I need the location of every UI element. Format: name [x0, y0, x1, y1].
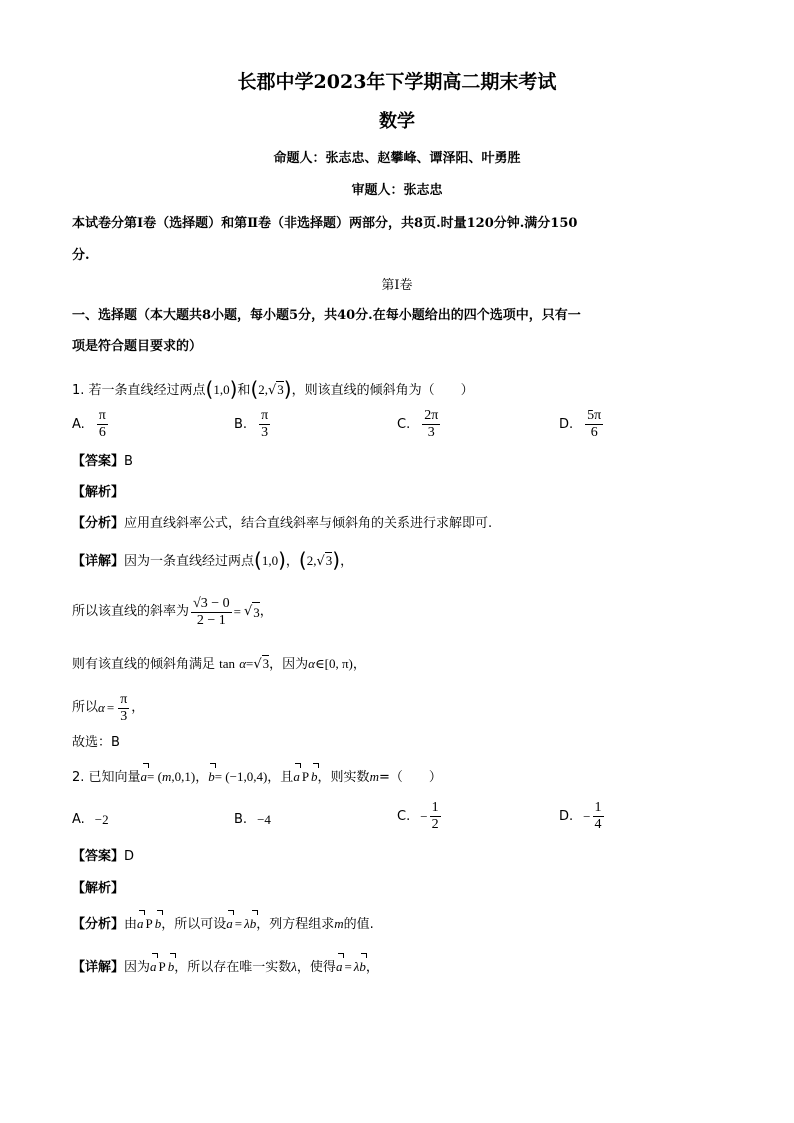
- q2-option-a-letter: A.: [72, 812, 85, 827]
- q1-stem-text-b: ，则该直线的倾斜角为（ ）: [291, 383, 474, 398]
- q1-answer: [72, 452, 133, 472]
- q2-cond-b: b: [311, 767, 318, 787]
- q2-option-b-letter: B.: [234, 812, 248, 827]
- q1-angle-because: ，因为: [269, 657, 309, 672]
- q1-slope-line: 所以该直线的斜率为 $\frac{√3 - 0}{2 - 1}$ = √ 3 ，: [72, 595, 273, 628]
- q2-fenxi-b: ，所以可设: [161, 917, 227, 932]
- q1-so-line: [72, 688, 144, 728]
- q2-fenxi-vec-b: b: [155, 914, 162, 934]
- q1-answer-value: B: [124, 454, 133, 469]
- q1-slope-end: ，: [259, 604, 273, 619]
- q2-option-c-letter: C.: [397, 808, 411, 824]
- q2-detail-c: ，使得: [296, 960, 336, 975]
- q2-fenxi: [72, 914, 374, 935]
- author-line: 命题人：张志忠、赵攀峰、谭泽阳、叶勇胜: [273, 151, 521, 166]
- q2-option-a-value: −2: [94, 812, 109, 827]
- q1-detail-tag: 【详解】: [72, 554, 125, 569]
- q1-angle-alpha: α: [239, 656, 247, 671]
- q2-detail-par: P: [158, 959, 166, 974]
- q2-fenxi-eq: =: [234, 916, 243, 931]
- q1-detail-sep: ，: [285, 554, 299, 569]
- q2-fenxi-vec-a: a: [137, 914, 144, 934]
- q1-angle-range: [0, π): [324, 656, 353, 671]
- q2-option-c-num: 1: [431, 800, 439, 815]
- q2-detail: [72, 957, 379, 978]
- q2-cond-par: P: [301, 769, 310, 784]
- q1-point-2-sqrt: 3: [277, 382, 284, 397]
- section-heading-2: 项是符合题目要求的）: [72, 339, 203, 354]
- q1-option-c-den: 3: [427, 425, 435, 440]
- q2-stem: [72, 767, 442, 788]
- q1-option-c-num: 2π: [424, 408, 439, 423]
- q2-stem-text-b: ，则实数: [317, 770, 370, 785]
- q1-option-d-num: 5π: [587, 408, 602, 423]
- exam-title: 长郡中学2023年下学期高二期末考试: [237, 71, 557, 93]
- q1-angle-in: ∈: [315, 656, 325, 671]
- q1-detail-end: ，: [340, 554, 354, 569]
- q1-answer-tag: 【答案】: [72, 454, 125, 469]
- q2-detail-tag: 【详解】: [72, 960, 125, 975]
- q1-detail-1: 【详解】因为一条直线经过两点(1,0)，(2,√3)，: [72, 548, 354, 572]
- q2-option-a: [72, 810, 109, 830]
- q1-option-b-den: 3: [261, 425, 269, 440]
- q1-options: [72, 408, 722, 444]
- q1-angle-value: 3: [262, 656, 270, 671]
- q1-point-2-x: 2,: [258, 382, 268, 397]
- reviewer-line: 审题人：张志忠: [351, 183, 443, 198]
- q2-detail-d: ，: [365, 960, 379, 975]
- q2-option-c-sign: −: [420, 808, 428, 824]
- q1-so-alpha: α: [98, 700, 105, 715]
- volume-label: 第Ⅰ卷: [381, 278, 413, 293]
- q1-detail-text-a: 因为一条直线经过两点: [124, 554, 255, 569]
- q2-vector-b: b: [208, 767, 215, 787]
- q2-fenxi-lambda: λ: [244, 916, 250, 931]
- q1-angle-line: 则有该直线的倾斜角满足 tan α=√3，因为α∈[0, π)，: [72, 656, 366, 672]
- q1-angle-end: ，: [352, 657, 366, 672]
- q2-answer-value: D: [124, 849, 135, 864]
- q2-detail-a: 因为: [124, 960, 151, 975]
- q2-detail-vec-b: b: [168, 957, 175, 977]
- q1-analysis-tag: 【解析】: [72, 485, 125, 500]
- q2-detail-vec-a2: a: [336, 957, 343, 977]
- q2-cond: ，且: [267, 770, 294, 785]
- q1-option-a-num: π: [98, 408, 106, 423]
- q1-slope-denominator: 2 − 1: [196, 612, 226, 628]
- q2-vector-b-value: = (−1,0,4): [214, 769, 268, 784]
- q1-stem: 1. 若一条直线经过两点(1,0)和(2,√3)，则该直线的倾斜角为（ ）: [72, 377, 474, 401]
- q1-angle-tan: tan: [219, 656, 236, 671]
- q1-option-a: [72, 408, 110, 441]
- q2-detail-lambda: λ: [291, 959, 297, 974]
- q1-option-b-num: π: [261, 408, 269, 423]
- q2-detail-lambda-2: λ: [353, 959, 360, 974]
- q2-cond-a: a: [293, 767, 300, 787]
- q1-angle-alpha-2: α: [308, 656, 315, 671]
- q2-option-d-letter: D.: [559, 808, 574, 824]
- q2-stem-m: m: [369, 769, 379, 784]
- q1-slope-result: 3: [252, 602, 260, 623]
- q2-sep: ，: [195, 770, 209, 785]
- q2-detail-b: ，所以存在唯一实数: [174, 960, 292, 975]
- q2-vector-a: a: [141, 767, 148, 787]
- q2-fenxi-a: 由: [124, 917, 138, 932]
- q1-fenxi: [72, 514, 492, 534]
- intro-line-1: 本试卷分第Ⅰ卷（选择题）和第Ⅱ卷（非选择题）两部分，共8页.时量120分钟.满分150: [72, 216, 578, 231]
- q1-point-1: 1,0: [213, 382, 230, 397]
- q2-fenxi-m: m: [334, 916, 344, 931]
- q1-option-d: [559, 408, 605, 441]
- q2-fenxi-vec-a2: a: [226, 914, 233, 934]
- q2-fenxi-c: ，列方程组求: [256, 917, 335, 932]
- q1-option-d-letter: D.: [559, 416, 574, 432]
- subject-title: 数学: [379, 111, 415, 132]
- q1-detail-point-2-sqrt: 3: [325, 553, 333, 568]
- q1-so-end: ，: [131, 700, 145, 715]
- q1-choose: 故选：B: [72, 735, 120, 750]
- section-heading-1: 一、选择题（本大题共8小题，每小题5分，共40分.在每小题给出的四个选项中，只有一: [72, 308, 581, 323]
- q1-angle-eq: =: [246, 656, 254, 671]
- q1-fenxi-tag: 【分析】: [72, 516, 125, 531]
- q1-option-a-den: 6: [98, 425, 106, 440]
- q2-vector-a-open: = (: [147, 769, 162, 784]
- q2-detail-vec-a: a: [150, 957, 157, 977]
- intro-line-2: 分.: [72, 248, 90, 263]
- q2-stem-text-a: 2. 已知向量: [72, 770, 141, 785]
- q2-fenxi-tag: 【分析】: [72, 917, 125, 932]
- q1-option-d-den: 6: [590, 425, 598, 440]
- q1-fenxi-text: 应用直线斜率公式，结合直线斜率与倾斜角的关系进行求解即可.: [124, 516, 493, 531]
- q1-so-eq: =: [106, 700, 115, 715]
- q2-analysis-tag: 【解析】: [72, 881, 125, 896]
- q1-so-num: π: [120, 691, 128, 707]
- q2-option-d-num: 1: [594, 800, 602, 815]
- q2-vector-a-m: m: [161, 769, 172, 784]
- q2-option-d-den: 4: [594, 817, 602, 832]
- q1-detail-point-1: 1,0: [261, 553, 279, 568]
- q1-stem-mid: 和: [237, 383, 251, 398]
- q1-slope-eq: =: [233, 604, 241, 619]
- q2-fenxi-d: 的值.: [343, 917, 374, 932]
- q1-option-b-letter: B.: [234, 416, 248, 432]
- q2-option-b-value: −4: [257, 812, 271, 827]
- q2-fenxi-vec-b2: b: [250, 914, 257, 934]
- q1-stem-text-a: 1. 若一条直线经过两点: [72, 383, 206, 398]
- q1-so-text: 所以: [72, 700, 99, 715]
- q2-fenxi-par: P: [145, 916, 153, 931]
- q1-option-a-letter: A.: [72, 416, 85, 432]
- q1-slope-numerator: √3 − 0: [193, 595, 230, 611]
- q1-detail-point-2-x: 2,: [306, 553, 317, 568]
- q1-option-c-letter: C.: [397, 416, 411, 432]
- q2-option-b: [234, 810, 271, 830]
- q1-slope-text: 所以该直线的斜率为: [72, 604, 190, 619]
- q2-answer: [72, 847, 134, 867]
- q1-option-b: [234, 408, 272, 441]
- q2-stem-text-c: =（ ）: [378, 770, 442, 785]
- q2-option-d: [559, 800, 606, 833]
- q1-option-c: [397, 408, 442, 441]
- q2-detail-vec-b2: b: [359, 957, 366, 977]
- q1-angle-text: 则有该直线的倾斜角满足: [72, 657, 216, 672]
- q1-so-den: 3: [120, 708, 128, 724]
- q2-option-c-den: 2: [431, 817, 439, 832]
- q2-option-d-sign: −: [583, 808, 591, 824]
- q2-detail-eq: =: [344, 959, 352, 974]
- q2-answer-tag: 【答案】: [72, 849, 125, 864]
- q2-option-c: [397, 800, 443, 833]
- q2-options: [72, 800, 722, 840]
- q2-vector-a-rest: ,0,1): [171, 769, 196, 784]
